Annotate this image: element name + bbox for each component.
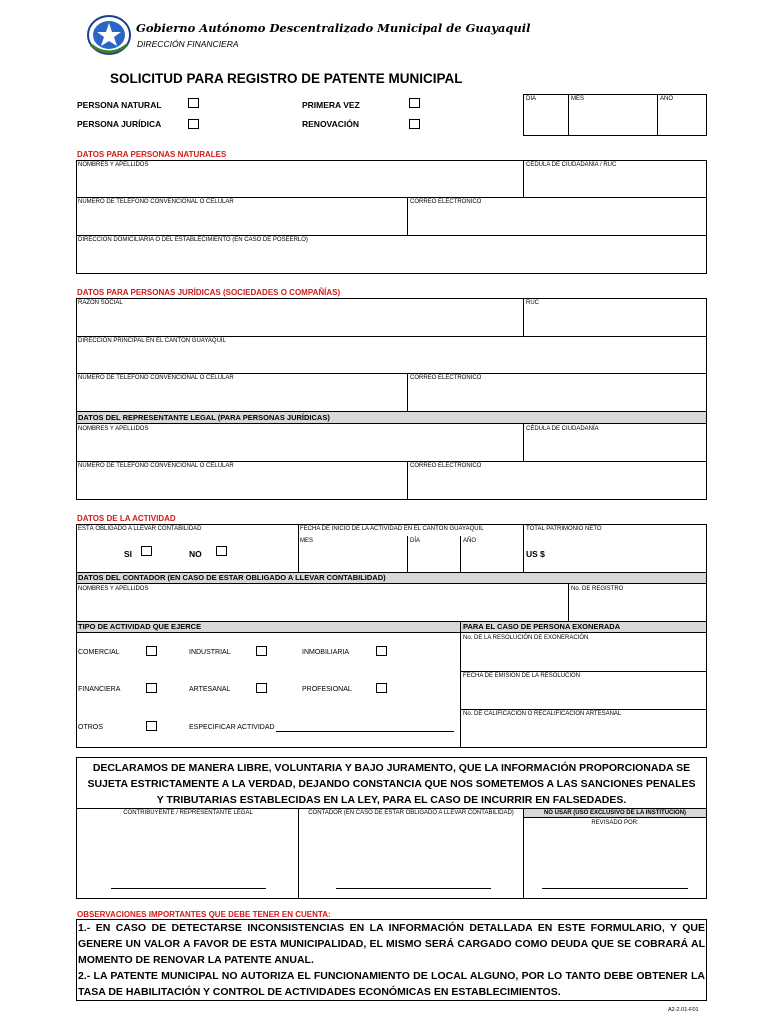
observacion-1: 1.- EN CASO DE DETECTARSE INCONSISTENCIAS EN LA INFORMACIÓN DETALLADA EN ESTE FORMULARIO, Y QUE GENERE UN VALOR A FAVOR DE ESTA MUNICIPALIDAD, EL MISMO SERÁ CARGADO COMO DEUDA QUE SE COBRARÁ AL MOMENTO DE RENOVAR LA PATENTE ANUAL. — [78, 922, 705, 966]
naturales-telefono-label: NUMERO DE TELÉFONO CONVENCIONAL O CELULAR — [78, 199, 234, 205]
juridicas-heading: DATOS PARA PERSONAS JURÍDICAS (SOCIEDADES O COMPAÑÍAS) — [77, 288, 341, 297]
juridicas-telefono-label: NUMERO DE TELÉFONO CONVENCIONAL O CELULAR — [78, 375, 234, 381]
inmobiliaria-checkbox[interactable] — [376, 646, 387, 656]
fecha-inicio-label: FECHA DE INICIO DE LA ACTIVIDAD EN EL CANTÓN GUAYAQUIL — [300, 526, 484, 532]
patrimonio-label: TOTAL PATRIMONIO NETO — [526, 526, 602, 532]
otros-checkbox[interactable] — [146, 721, 157, 731]
exo-calificacion-label: No. DE CALIFICACIÓN O RECALIFICACIÓN ARTESANAL — [463, 711, 622, 717]
industrial-label: INDUSTRIAL — [189, 649, 231, 656]
renovacion-label: RENOVACIÓN — [302, 119, 359, 129]
inmobiliaria-label: INMOBILIARIA — [302, 649, 350, 656]
inicio-anio-field[interactable] — [462, 546, 522, 571]
especificar-actividad-field[interactable] — [276, 731, 454, 732]
observaciones-heading: OBSERVACIONES IMPORTANTES QUE DEBE TENER EN CUENTA: — [77, 910, 331, 919]
contribuyente-label: CONTRIBUYENTE / REPRESENTANTE LEGAL — [123, 810, 253, 816]
naturales-correo-field[interactable] — [409, 207, 705, 234]
contador-heading: DATOS DEL CONTADOR (EN CASO DE ESTAR OBLIGADO A LLEVAR CONTABILIDAD) — [78, 573, 386, 582]
naturales-heading: DATOS PARA PERSONAS NATURALES — [77, 150, 227, 159]
rep-cedula-field[interactable] — [525, 434, 705, 460]
contribuyente-signature-line[interactable] — [111, 888, 266, 889]
institution-name: Gobierno Autónomo Descentralizado Municipal de Guayaquil — [136, 21, 531, 35]
primera-vez-label: PRIMERA VEZ — [302, 100, 360, 110]
rep-telefono-label: NUMERO DE TELÉFONO CONVENCIONAL O CELULAR — [78, 463, 234, 469]
persona-natural-label: PERSONA NATURAL — [77, 100, 162, 110]
naturales-cedula-field[interactable] — [525, 170, 705, 196]
naturales-direccion-field[interactable] — [78, 245, 705, 272]
actividad-heading: DATOS DE LA ACTIVIDAD — [77, 514, 176, 523]
no-label: NO — [189, 549, 202, 559]
razon-social-field[interactable] — [78, 308, 521, 335]
otros-label: OTROS — [78, 724, 103, 731]
comercial-label: COMERCIAL — [78, 649, 120, 656]
contabilidad-si-checkbox[interactable] — [141, 546, 152, 556]
rep-correo-field[interactable] — [409, 471, 705, 498]
persona-juridica-checkbox[interactable] — [188, 119, 199, 129]
obligado-label: ESTÁ OBLIGADO A LLEVAR CONTABILIDAD — [78, 526, 202, 532]
persona-juridica-label: PERSONA JURÍDICA — [77, 119, 162, 129]
registro-field[interactable] — [570, 594, 705, 620]
date-dia-field[interactable] — [524, 104, 567, 135]
rep-telefono-field[interactable] — [78, 471, 405, 498]
naturales-cedula-label: CÉDULA DE CIUDADANÍA / RUC — [526, 162, 617, 168]
naturales-nombres-label: NOMBRES Y APELLIDOS — [78, 162, 149, 168]
especificar-label: ESPECIFICAR ACTIVIDAD — [189, 724, 275, 731]
exo-fecha-label: FECHA DE EMISIÓN DE LA RESOLUCIÓN — [463, 673, 581, 679]
contador-nombres-field[interactable] — [78, 594, 566, 620]
juridicas-direccion-label: DIRECCIÓN PRINCIPAL EN EL CANTÓN GUAYAQUIL — [78, 338, 226, 344]
revisado-label: REVISADO POR: — [591, 820, 639, 826]
juridicas-telefono-field[interactable] — [78, 383, 405, 410]
tipo-heading: TIPO DE ACTIVIDAD QUE EJERCE — [78, 622, 202, 631]
primera-vez-checkbox[interactable] — [409, 98, 420, 108]
profesional-checkbox[interactable] — [376, 683, 387, 693]
page-title: SOLICITUD PARA REGISTRO DE PATENTE MUNICIPAL — [110, 71, 463, 86]
rep-cedula-label: CÉDULA DE CIUDADANÍA — [526, 426, 599, 432]
artesanal-checkbox[interactable] — [256, 683, 267, 693]
naturales-direccion-label: DIRECCIÓN DOMICILIARIA O DEL ESTABLECIMIENTO (EN CASO DE POSEERLO) — [78, 237, 308, 243]
razon-social-label: RAZÓN SOCIAL — [78, 300, 123, 306]
exo-calificacion-field[interactable] — [462, 719, 705, 747]
juridicas-correo-field[interactable] — [409, 383, 705, 410]
profesional-label: PROFESIONAL — [302, 686, 352, 693]
persona-natural-checkbox[interactable] — [188, 98, 199, 108]
inicio-mes-field[interactable] — [300, 546, 405, 571]
exo-fecha-field[interactable] — [462, 681, 705, 708]
no-usar-label: NO USAR (USO EXCLUSIVO DE LA INSTITUCIÓN) — [543, 810, 687, 816]
inicio-mes-label: MES — [300, 538, 314, 544]
naturales-correo-label: CORREO ELECTRÓNICO — [410, 199, 482, 205]
juridicas-direccion-field[interactable] — [78, 346, 705, 372]
contador-nombres-label: NOMBRES Y APELLIDOS — [78, 586, 149, 592]
declaration-text: DECLARAMOS DE MANERA LIBRE, VOLUNTARIA Y BAJO JURAMENTO, QUE LA INFORMACIÓN PROPORCIONADA SE SUJETA ESTRICTAMENTE A LA VERDAD, DEJANDO CONSTANCIA QUE NOS SOMETEMOS A LAS SANCIONES PENALES Y TRIBUTARIAS ESTABLECIDAS EN LA LEY, PARA EL CASO DE INCURRIR EN FALSEDADES. — [87, 762, 696, 806]
rep-nombres-field[interactable] — [78, 434, 521, 460]
ruc-label: RUC — [526, 300, 539, 306]
department-name: DIRECCIÓN FINANCIERA — [137, 39, 239, 49]
date-anio-label: AÑO — [660, 96, 674, 102]
financiera-label: FINANCIERA — [78, 686, 121, 693]
date-mes-label: MES — [571, 96, 585, 102]
date-mes-field[interactable] — [569, 104, 656, 135]
artesanal-label: ARTESANAL — [189, 686, 231, 693]
naturales-nombres-field[interactable] — [78, 170, 521, 196]
rep-nombres-label: NOMBRES Y APELLIDOS — [78, 426, 149, 432]
financiera-checkbox[interactable] — [146, 683, 157, 693]
revisado-signature-line[interactable] — [542, 888, 688, 889]
inicio-anio-label: AÑO — [463, 538, 477, 544]
rep-correo-label: CORREO ELECTRÓNICO — [410, 463, 482, 469]
usd-label: US $ — [526, 549, 545, 559]
inicio-dia-label: DÍA — [410, 538, 421, 544]
date-dia-label: DÍA — [526, 96, 537, 102]
municipal-seal — [86, 15, 132, 57]
form-code: A2-2.01-F01 — [668, 1007, 699, 1013]
representante-heading: DATOS DEL REPRESENTANTE LEGAL (PARA PERSONAS JURÍDICAS) — [78, 413, 330, 422]
exo-resolucion-label: No. DE LA RESOLUCIÓN DE EXONERACIÓN — [463, 635, 589, 641]
naturales-telefono-field[interactable] — [78, 207, 405, 234]
date-anio-field[interactable] — [658, 104, 706, 135]
contador-signature-line[interactable] — [336, 888, 491, 889]
exo-resolucion-field[interactable] — [462, 643, 705, 670]
ruc-field[interactable] — [525, 308, 705, 335]
industrial-checkbox[interactable] — [256, 646, 267, 656]
exonerada-heading: PARA EL CASO DE PERSONA EXONERADA — [463, 622, 621, 631]
si-label: SI — [124, 549, 133, 559]
comercial-checkbox[interactable] — [146, 646, 157, 656]
patrimonio-field[interactable] — [550, 545, 705, 571]
registro-label: No. DE REGISTRO — [571, 586, 624, 592]
renovacion-checkbox[interactable] — [409, 119, 420, 129]
contador-signature-label: CONTADOR (EN CASO DE ESTAR OBLIGADO A LLEVAR CONTABILIDAD) — [308, 810, 514, 816]
contabilidad-no-checkbox[interactable] — [216, 546, 227, 556]
inicio-dia-field[interactable] — [409, 546, 459, 571]
observacion-2: 2.- LA PATENTE MUNICIPAL NO AUTORIZA EL FUNCIONAMIENTO DE LOCAL ALGUNO, POR LO TANTO DEBE OBTENER LA TASA DE HABILITACIÓN Y CONTROL DE ACTIVIDADES ECONÓMICAS EN ESTABLECIMIENTOS. — [78, 970, 705, 998]
juridicas-correo-label: CORREO ELECTRÓNICO — [410, 375, 482, 381]
